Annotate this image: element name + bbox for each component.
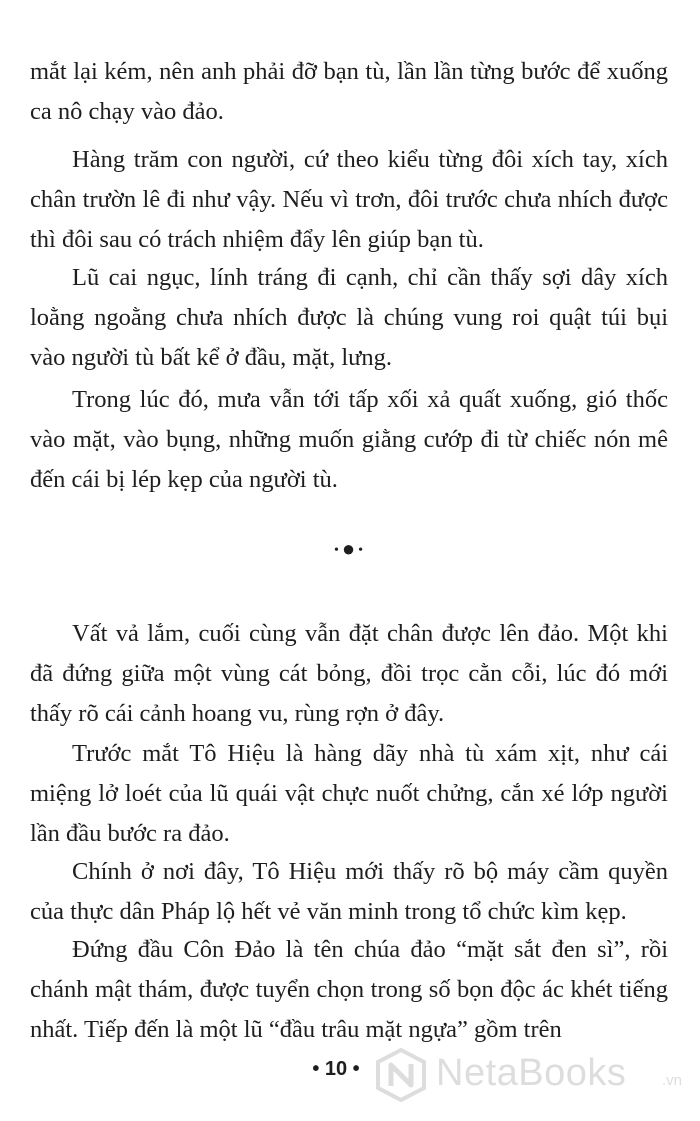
paragraph: Chính ở nơi đây, Tô Hiệu mới thấy rõ bộ máy cầm quyền của thực dân Pháp lộ hết vẻ văn minh trong tổ chức kìm kẹp. bbox=[30, 858, 668, 925]
watermark-brand: NetaBooks bbox=[436, 1052, 627, 1094]
paragraph: Đứng đầu Côn Đảo là tên chúa đảo “mặt sắt đen sì”, rồi chánh mật thám, được tuyển chọn trong số bọn độc ác khét tiếng nhất. Tiếp đến là một lũ “đầu trâu mặt ngựa” gồm trên bbox=[30, 936, 668, 1043]
page-number: • 10 • bbox=[312, 1058, 360, 1080]
netabooks-logo-icon bbox=[374, 1048, 428, 1102]
paragraph: Vất vả lắm, cuối cùng vẫn đặt chân được lên đảo. Một khi đã đứng giữa một vùng cát bỏng, đồi trọc cằn cỗi, lúc đó mới thấy rõ cái cảnh hoang vu, rùng rợn ở đây. bbox=[30, 620, 668, 727]
paragraph: Trong lúc đó, mưa vẫn tới tấp xối xả quất xuống, gió thốc vào mặt, vào bụng, những muốn giằng cướp đi từ chiếc nón mê đến cái bị lép kẹp của người tù. bbox=[30, 386, 668, 493]
paragraph: Lũ cai ngục, lính tráng đi cạnh, chỉ cần thấy sợi dây xích loằng ngoằng chưa nhích được là chúng vung roi quật túi bụi vào người tù bất kể ở đầu, mặt, lưng. bbox=[30, 264, 668, 371]
watermark-domain: .vn bbox=[662, 1072, 683, 1089]
watermark bbox=[374, 1046, 694, 1108]
section-divider-ornament: •●• bbox=[333, 536, 367, 561]
paragraph-continuation: mắt lại kém, nên anh phải đỡ bạn tù, lần lần từng bước để xuống ca nô chạy vào đảo. bbox=[30, 58, 668, 125]
paragraph: Trước mắt Tô Hiệu là hàng dãy nhà tù xám xịt, như cái miệng lở loét của lũ quái vật chực nuốt chửng, cắn xé lớp người lần đầu bước ra đảo. bbox=[30, 740, 668, 847]
paragraph: Hàng trăm con người, cứ theo kiểu từng đôi xích tay, xích chân trườn lê đi như vậy. Nếu vì trơn, đôi trước chưa nhích được thì đôi sau có trách nhiệm đẩy lên giúp bạn tù. bbox=[30, 146, 668, 253]
